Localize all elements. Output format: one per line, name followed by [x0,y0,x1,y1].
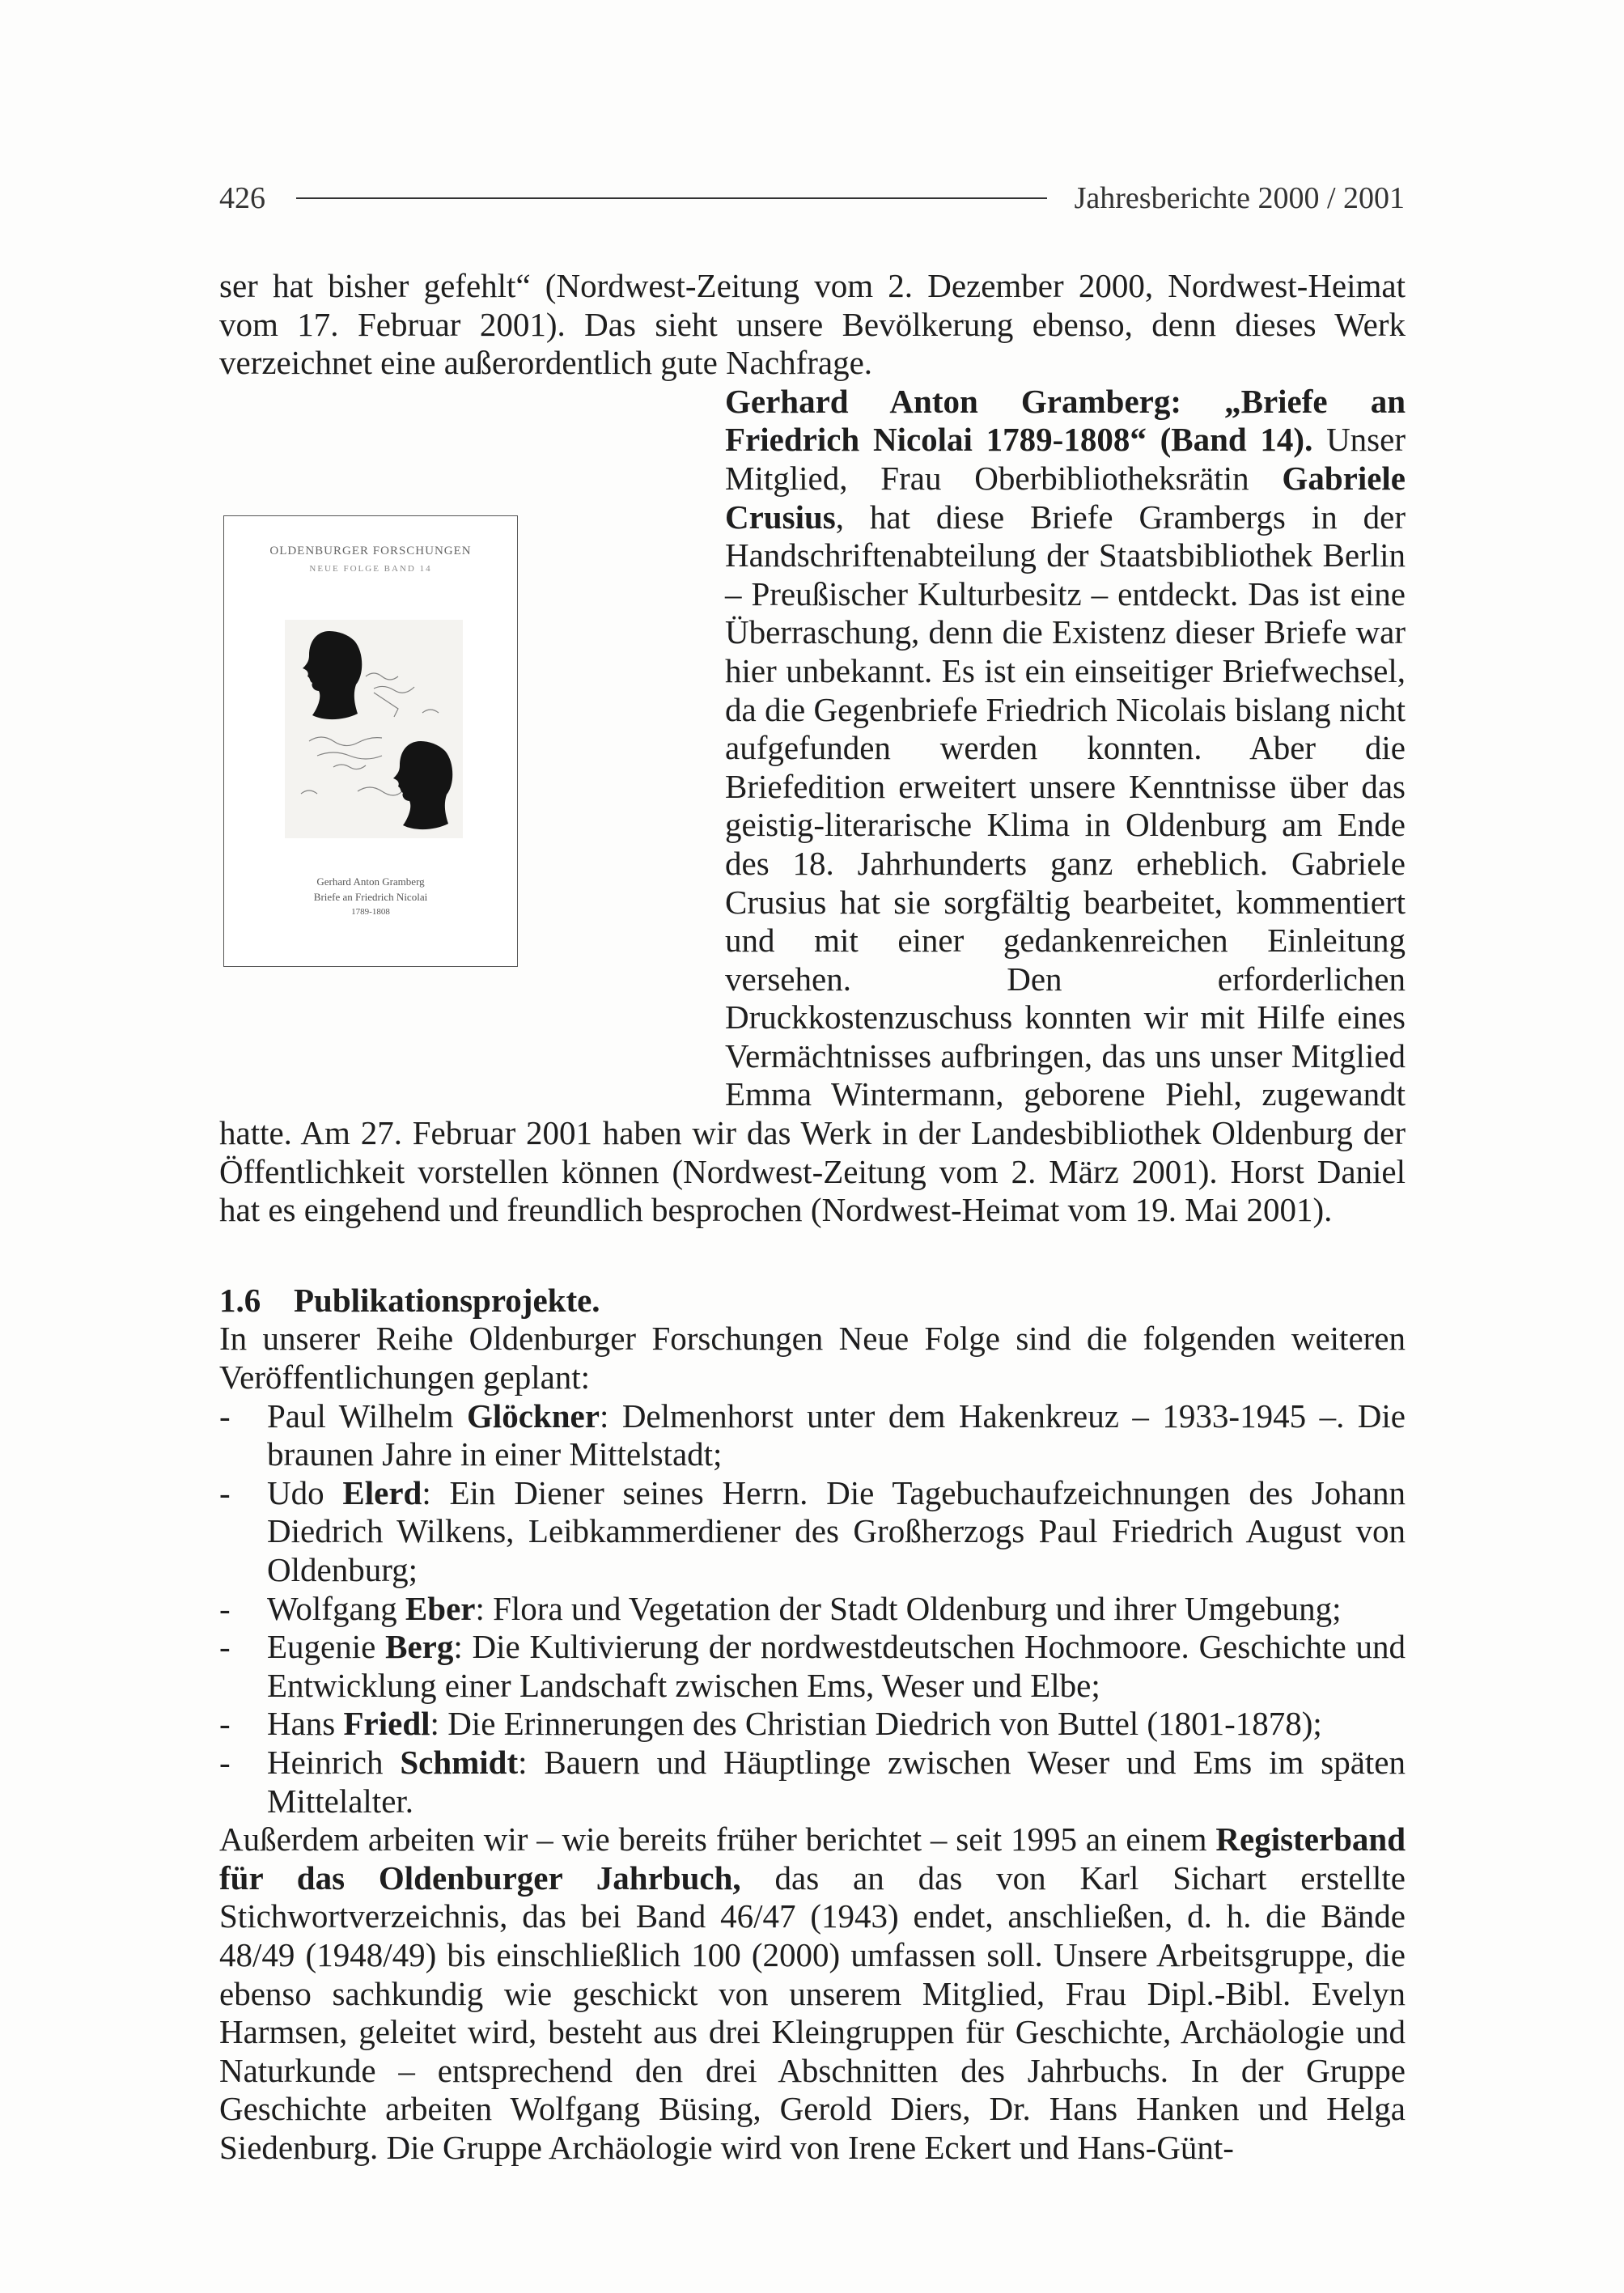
list-item [219,1705,1406,1744]
section-number: 1.6 [219,1281,261,1319]
section-heading [219,1282,1406,1320]
author-first-name: Heinrich [267,1743,401,1781]
list-item [219,1590,1406,1629]
register-text-1: Außerdem arbeiten wir – wie bereits früher berichtet – seit 1995 an einem [219,1820,1216,1859]
author-surname: Berg [385,1628,454,1666]
project-title: : Delmenhorst unter dem Hakenkreuz – 1933-1945 –. Die braunen Jahre in einer Mittelstadt; [267,1397,1406,1473]
project-title: : Ein Diener seines Herrn. Die Tagebuchaufzeichnungen des Johann Diedrich Wilkens, Leibkammerdiener des Großherzogs Paul Friedrich August von Oldenburg; [267,1473,1406,1588]
gramberg-book-title: Gerhard Anton Gramberg: „Briefe an Friedrich Nicolai 1789-1808“ (Band 14). [725,382,1406,459]
author-surname: Friedl [343,1705,430,1743]
header-rule [296,197,1047,199]
author-first-name: Hans [267,1705,344,1743]
book-cover [223,515,518,967]
author-first-name: Eugenie [267,1628,386,1666]
project-title: : Flora und Vegetation der Stadt Oldenburg und ihrer Umgebung; [475,1589,1342,1627]
editor-name: Gabriele Crusius [725,459,1406,536]
list-item [219,1628,1406,1705]
author-surname: Glöckner [466,1397,600,1435]
register-text-2: das an das von Karl Sichart erstellte Stichwortverzeichnis, das bei Band 46/47 (1943) endet, anschließen, d. h. die Bände 48/49 (1948/49) bis einschließlich 100 (2000) umfassen soll. Unsere Arbeitsgruppe, die ebenso sachkundig wie geschickt von unserem Mitglied, Frau Dipl.-Bibl. Evelyn Harmsen, geleitet wird, besteht aus drei Kleingruppen für Geschichte, Archäologie und Naturkunde – entsprechend den drei Abschnitten des Jahrbuchs. In der Gruppe Geschichte arbeiten Wolfgang Büsing, Gerold Diers, Dr. Hans Hanken und Helga Siedenburg. Die Gruppe Archäologie wird von Irene Eckert und Hans-Günt- [219,1859,1406,2166]
cover-author: Gerhard Anton Gramberg [316,875,425,888]
register-volume-name: Registerband für das Oldenburger Jahrbuch, [219,1820,1406,1897]
project-title: : Die Erinnerungen des Christian Diedrich von Buttel (1801-1878); [430,1705,1322,1743]
cover-title: Briefe an Friedrich Nicolai [313,890,428,903]
list-item [219,1474,1406,1590]
author-first-name: Paul Wilhelm [267,1397,467,1435]
section-intro: In unserer Reihe Oldenburger Forschungen Neue Folge sind die folgenden weiteren Veröffentlichungen geplant: [219,1320,1406,1397]
cover-years: 1789-1808 [351,906,390,917]
intro-paragraph [219,267,1406,383]
cover-series-title: OLDENBURGER FORSCHUNGEN [269,544,472,557]
project-list [219,1397,1406,1821]
gramberg-text-1: Unser Mitglied, Frau Oberbibliotheksrätin [725,421,1406,497]
author-first-name: Udo [267,1473,343,1511]
register-paragraph [219,1820,1406,2167]
running-header [219,174,1405,223]
cover-series-subtitle: NEUE FOLGE BAND 14 [309,563,432,574]
intro-text: ser hat bisher gefehlt“ (Nordwest-Zeitung vom 2. Dezember 2000, Nordwest-Heimat vom 17. Februar 2001). Das sieht unsere Bevölkerung ebenso, denn dieses Werk verzeichnet eine außerordentlich gute Nachfrage. [219,267,1406,382]
project-title: : Bauern und Häuptlinge zwischen Weser und Ems im späten Mittelalter. [267,1743,1406,1820]
gramberg-text-2: , hat diese Briefe Grambergs in der Handschriftenabteilung der Staatsbibliothek Berlin – Preußischer Kulturbesitz – entdeckt. Das ist eine Überraschung, denn die Existenz dieser Briefe war hier unbekannt. Es ist ein einseitiger Briefwechsel, da die Gegenbriefe Friedrich Nicolais bislang nicht aufgefunden werden konnten. Aber die Briefedition erweitert unsere Kenntnisse über das geistig-literarische Klima in Oldenburg am Ende des 18. Jahrhunderts ganz erheblich. Gabriele Crusius hat sie sorgfältig bearbeitet, kommentiert und mit einer gedankenreichen Einleitung versehen. Den erforderlichen Druckkostenzuschuss konnten wir mit Hilfe eines Vermächtnisses aufbringen, das uns unser Mitglied Emma Wintermann, geborene Piehl, zugewandt hatte. Am 27. Februar 2001 haben wir das Werk in der Landesbibliothek Oldenburg der Öffentlichkeit vorstellen können (Nordwest-Zeitung vom 2. März 2001). Horst Daniel hat es eingehend und freundlich besprochen (Nordwest-Heimat vom 19. Mai 2001). [219,498,1406,1229]
running-title: Jahresberichte 2000 / 2001 [1074,181,1405,215]
list-item [219,1744,1406,1820]
section-title: Publikationsprojekte. [294,1281,600,1319]
book-cover-figure [219,515,725,1109]
body-text [219,267,1406,2168]
author-surname: Eber [405,1589,476,1627]
silhouette-letter-image [285,620,463,838]
page-number: 426 [219,181,265,215]
author-surname: Schmidt [400,1743,519,1781]
project-title: : Die Kultivierung der nordwestdeutschen Hochmoore. Geschichte und Entwicklung einer Landschaft zwischen Ems, Weser und Elbe; [267,1628,1406,1704]
list-item [219,1397,1406,1474]
author-surname: Elerd [342,1473,422,1511]
author-first-name: Wolfgang [267,1589,405,1627]
